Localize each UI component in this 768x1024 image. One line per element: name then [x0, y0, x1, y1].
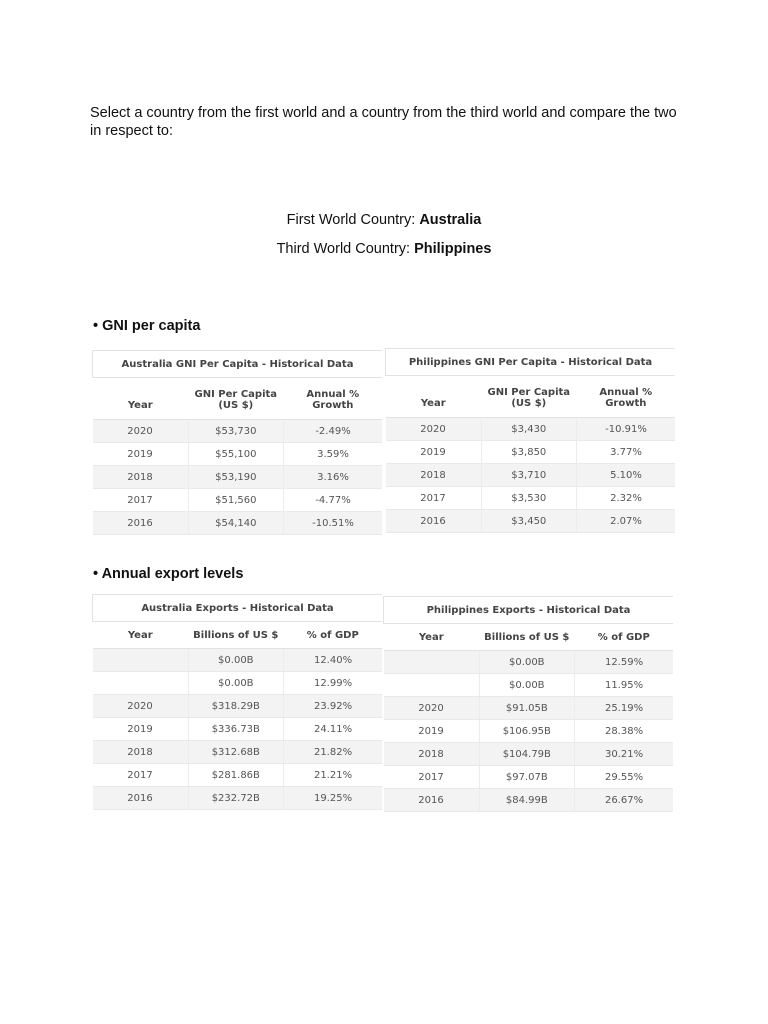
cell: 12.99%	[284, 672, 382, 695]
cell: $336.73B	[188, 718, 284, 741]
cell: 24.11%	[284, 718, 382, 741]
table-row	[386, 441, 676, 464]
column-header: Year	[93, 622, 189, 649]
table-row	[93, 764, 383, 787]
cell: 2020	[93, 420, 189, 443]
cell: $281.86B	[188, 764, 284, 787]
column-header: Year	[93, 378, 189, 420]
table-row	[93, 466, 383, 489]
table-title: Philippines Exports - Historical Data	[384, 597, 674, 624]
cell: $0.00B	[188, 672, 284, 695]
cell	[93, 672, 189, 695]
philippines-exports-table	[383, 596, 673, 812]
first-world-line	[0, 212, 768, 228]
cell: 2016	[93, 512, 189, 535]
table-row	[93, 443, 383, 466]
cell: 21.82%	[284, 741, 382, 764]
cell: 2019	[93, 443, 189, 466]
cell: 12.40%	[284, 649, 382, 672]
table-row	[386, 418, 676, 441]
cell: 2017	[384, 766, 480, 789]
column-header: GNI Per Capita (US $)	[188, 378, 284, 420]
cell: $3,450	[481, 510, 577, 533]
third-world-line	[0, 241, 768, 257]
table-row	[93, 718, 383, 741]
cell: 2020	[93, 695, 189, 718]
table-row	[384, 674, 674, 697]
philippines-gni-table	[385, 348, 675, 533]
cell: $97.07B	[479, 766, 575, 789]
table-row	[384, 720, 674, 743]
cell: $0.00B	[479, 651, 575, 674]
cell: 2017	[386, 487, 482, 510]
cell: 19.25%	[284, 787, 382, 810]
table-row	[93, 787, 383, 810]
table-row	[384, 789, 674, 812]
cell: 11.95%	[575, 674, 673, 697]
cell: 2016	[386, 510, 482, 533]
cell	[384, 674, 480, 697]
table-row	[384, 743, 674, 766]
section-title-gni: • GNI per capita	[93, 318, 201, 334]
column-header: Billions of US $	[479, 624, 575, 651]
cell: 2.07%	[577, 510, 675, 533]
cell: 23.92%	[284, 695, 382, 718]
table-row	[384, 651, 674, 674]
cell: 2018	[384, 743, 480, 766]
cell: $232.72B	[188, 787, 284, 810]
cell: 28.38%	[575, 720, 673, 743]
cell: 3.77%	[577, 441, 675, 464]
cell: 2019	[386, 441, 482, 464]
column-header: GNI Per Capita (US $)	[481, 376, 577, 418]
cell: $3,850	[481, 441, 577, 464]
table-title: Australia Exports - Historical Data	[93, 595, 383, 622]
table-row	[93, 489, 383, 512]
cell: 12.59%	[575, 651, 673, 674]
cell: 2020	[386, 418, 482, 441]
cell: $3,430	[481, 418, 577, 441]
table-row	[93, 741, 383, 764]
cell: 2016	[384, 789, 480, 812]
cell: 25.19%	[575, 697, 673, 720]
cell: $3,530	[481, 487, 577, 510]
cell: $55,100	[188, 443, 284, 466]
cell: -2.49%	[284, 420, 382, 443]
cell: $318.29B	[188, 695, 284, 718]
australia-gni-table	[92, 350, 382, 535]
cell: 2017	[93, 764, 189, 787]
first-world-country: Australia	[419, 212, 482, 228]
intro-text: Select a country from the first world and a country from the third world and compare the two in respect to:	[90, 105, 677, 139]
cell: 2018	[93, 741, 189, 764]
cell: $0.00B	[479, 674, 575, 697]
cell: 2018	[93, 466, 189, 489]
table-row	[386, 487, 676, 510]
cell: $51,560	[188, 489, 284, 512]
cell: $53,730	[188, 420, 284, 443]
table-row	[93, 695, 383, 718]
table-title: Australia GNI Per Capita - Historical Data	[93, 351, 383, 378]
cell	[93, 649, 189, 672]
cell: $312.68B	[188, 741, 284, 764]
cell: $0.00B	[188, 649, 284, 672]
australia-exports-table	[92, 594, 382, 810]
cell: -10.51%	[284, 512, 382, 535]
table-row	[93, 672, 383, 695]
column-header: % of GDP	[284, 622, 382, 649]
cell: 30.21%	[575, 743, 673, 766]
cell: -4.77%	[284, 489, 382, 512]
cell	[384, 651, 480, 674]
column-header: Year	[386, 376, 482, 418]
cell: -10.91%	[577, 418, 675, 441]
cell: 5.10%	[577, 464, 675, 487]
cell: $53,190	[188, 466, 284, 489]
third-world-label: Third World Country:	[276, 241, 415, 257]
cell: $54,140	[188, 512, 284, 535]
table-title: Philippines GNI Per Capita - Historical Data	[386, 349, 676, 376]
cell: 21.21%	[284, 764, 382, 787]
table-row	[93, 649, 383, 672]
table-row	[384, 766, 674, 789]
cell: $104.79B	[479, 743, 575, 766]
cell: $91.05B	[479, 697, 575, 720]
cell: 3.59%	[284, 443, 382, 466]
cell: 2017	[93, 489, 189, 512]
cell: 2018	[386, 464, 482, 487]
table-row	[384, 697, 674, 720]
column-header: Annual % Growth	[284, 378, 382, 420]
cell: 2020	[384, 697, 480, 720]
cell: 2019	[93, 718, 189, 741]
cell: $84.99B	[479, 789, 575, 812]
table-row	[386, 464, 676, 487]
column-header: % of GDP	[575, 624, 673, 651]
cell: 2.32%	[577, 487, 675, 510]
third-world-country: Philippines	[414, 241, 492, 257]
cell: 2016	[93, 787, 189, 810]
column-header: Billions of US $	[188, 622, 284, 649]
column-header: Annual % Growth	[577, 376, 675, 418]
table-row	[93, 512, 383, 535]
first-world-label: First World Country:	[286, 212, 420, 228]
table-row	[93, 420, 383, 443]
cell: $106.95B	[479, 720, 575, 743]
table-row	[386, 510, 676, 533]
section-title-exports: • Annual export levels	[93, 566, 244, 582]
column-header: Year	[384, 624, 480, 651]
cell: 2019	[384, 720, 480, 743]
cell: 26.67%	[575, 789, 673, 812]
cell: 3.16%	[284, 466, 382, 489]
cell: $3,710	[481, 464, 577, 487]
cell: 29.55%	[575, 766, 673, 789]
